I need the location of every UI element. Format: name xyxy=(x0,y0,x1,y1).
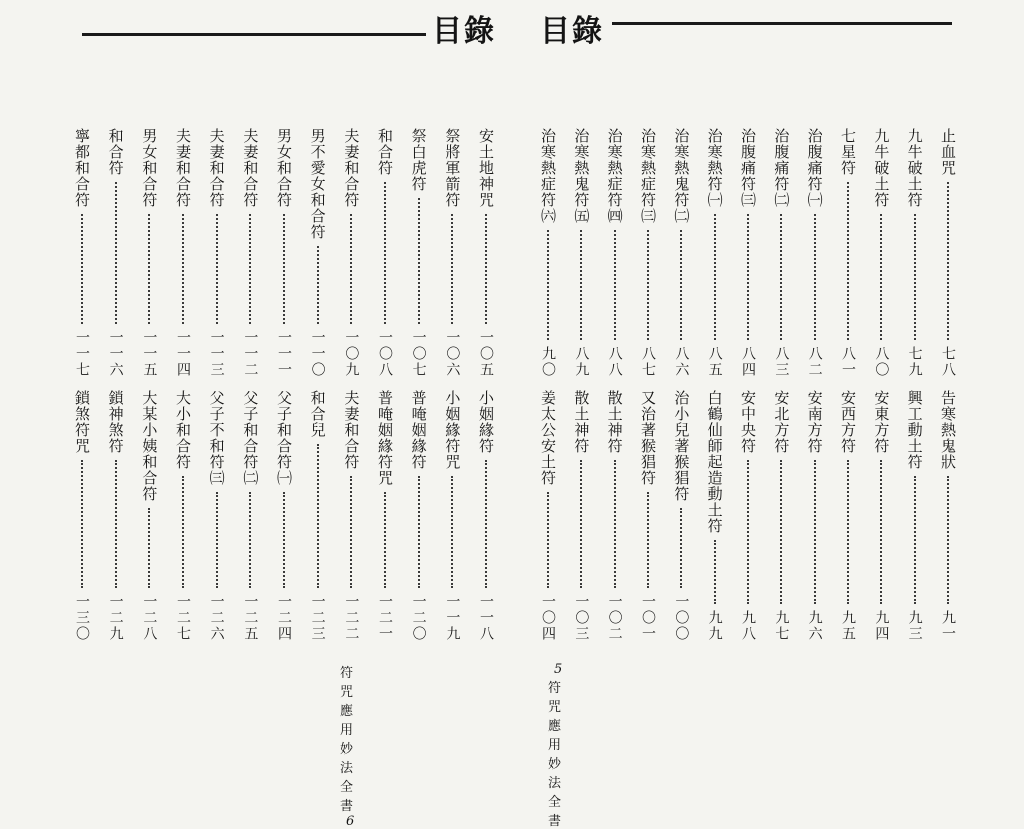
toc-entry-page: 七九 xyxy=(906,346,923,378)
toc-entry-page: 九七 xyxy=(773,610,790,642)
toc-entry[interactable] xyxy=(66,128,98,378)
toc-entry-title: 告寒熱鬼狀 xyxy=(939,390,957,470)
dotted-leader xyxy=(947,182,949,340)
toc-entry-title: 治寒熱鬼符㈤ xyxy=(572,128,591,224)
toc-entry-title: 祭白虎符 xyxy=(409,128,428,192)
toc-entry[interactable] xyxy=(865,390,897,642)
dotted-leader xyxy=(814,460,816,604)
toc-entry-title: 安南方符 xyxy=(805,390,824,454)
toc-entry[interactable] xyxy=(133,128,165,378)
toc-entry-page: 八四 xyxy=(740,346,756,378)
toc-entry-page: 一〇〇 xyxy=(673,594,690,642)
toc-entry-page: 一一四 xyxy=(175,330,191,378)
dotted-leader xyxy=(780,214,782,340)
toc-entry-page: 一二一 xyxy=(377,594,393,642)
toc-entry[interactable] xyxy=(268,390,300,642)
dotted-leader xyxy=(680,230,682,340)
toc-entry[interactable] xyxy=(436,128,468,378)
toc-entry[interactable] xyxy=(234,128,266,378)
toc-entry[interactable] xyxy=(565,128,597,378)
toc-entry-title: 男女和合符 xyxy=(275,128,293,208)
toc-entry[interactable] xyxy=(832,390,864,642)
toc-entry-page: 九五 xyxy=(840,610,856,642)
dotted-leader xyxy=(547,230,549,340)
dotted-leader xyxy=(148,508,150,588)
toc-entry[interactable] xyxy=(632,128,664,378)
toc-entry[interactable] xyxy=(335,390,367,642)
left-page-footer xyxy=(340,662,361,829)
toc-entry[interactable] xyxy=(66,390,98,642)
toc-entry[interactable] xyxy=(369,390,401,642)
toc-entry[interactable] xyxy=(100,390,132,642)
right-page-title: 目錄 xyxy=(540,14,604,49)
toc-entry[interactable] xyxy=(201,390,233,642)
dotted-leader xyxy=(580,230,582,340)
right-bottom-toc-block xyxy=(532,390,964,642)
toc-entry[interactable] xyxy=(865,128,897,378)
dotted-leader xyxy=(714,540,716,604)
toc-entry-page: 八一 xyxy=(840,346,856,378)
toc-entry-title: 夫妻和合符 xyxy=(241,128,260,208)
toc-entry-page: 八〇 xyxy=(873,346,890,378)
dotted-leader xyxy=(384,492,386,588)
toc-entry-title: 治小兒著猴猖符 xyxy=(672,390,691,502)
toc-entry-page: 一二四 xyxy=(276,594,292,642)
toc-entry[interactable] xyxy=(799,128,831,378)
right-book-title: 符咒應用妙法全書 xyxy=(548,681,563,829)
toc-entry-title: 夫妻和合符 xyxy=(342,128,361,208)
toc-entry-title: 父子和合符㈡ xyxy=(241,390,260,486)
toc-entry-title: 又治著猴猖符 xyxy=(639,390,657,486)
toc-entry[interactable] xyxy=(100,128,132,378)
toc-entry[interactable] xyxy=(470,128,502,378)
toc-entry-page: 九三 xyxy=(906,610,923,642)
toc-entry-page: 七八 xyxy=(940,346,956,378)
toc-entry-title: 夫妻和合符 xyxy=(207,128,226,208)
dotted-leader xyxy=(647,492,649,588)
toc-entry-title: 父子不和符㈢ xyxy=(207,390,226,486)
toc-entry-page: 一二五 xyxy=(242,594,259,642)
dotted-leader xyxy=(847,182,849,340)
dotted-leader xyxy=(418,198,420,324)
toc-entry-page: 一〇二 xyxy=(606,594,623,642)
toc-entry-page: 九六 xyxy=(806,610,823,642)
dotted-leader xyxy=(216,492,218,588)
toc-entry-title: 治寒熱符㈠ xyxy=(705,128,724,208)
toc-entry[interactable] xyxy=(699,390,731,642)
dotted-leader xyxy=(384,182,386,324)
toc-entry-page: 九八 xyxy=(740,610,756,642)
dotted-leader xyxy=(350,214,352,324)
toc-entry-page: 一二七 xyxy=(175,594,191,642)
toc-entry[interactable] xyxy=(932,128,964,378)
dotted-leader xyxy=(947,476,949,604)
dotted-leader xyxy=(680,508,682,588)
toc-entry-title: 安西方符 xyxy=(839,390,857,454)
toc-entry-page: 八七 xyxy=(640,346,656,378)
dotted-leader xyxy=(451,214,453,324)
dotted-leader xyxy=(485,460,487,588)
toc-entry-page: 一二九 xyxy=(107,594,124,642)
toc-entry[interactable] xyxy=(599,390,631,642)
toc-entry-title: 治寒熱症符㈣ xyxy=(605,128,624,224)
dotted-leader xyxy=(747,214,749,340)
toc-entry[interactable] xyxy=(899,390,931,642)
header-rule-left xyxy=(82,33,426,36)
right-page-number: 5 xyxy=(554,662,564,677)
toc-entry-page: 一〇九 xyxy=(343,330,360,378)
toc-entry-page: 九四 xyxy=(873,610,890,642)
toc-entry-title: 普唵姻緣符咒 xyxy=(376,390,394,486)
toc-entry[interactable] xyxy=(403,128,435,378)
toc-entry-title: 夫妻和合符 xyxy=(174,128,192,208)
toc-entry-page: 一一七 xyxy=(74,330,90,378)
toc-entry[interactable] xyxy=(403,390,435,642)
dotted-leader xyxy=(580,460,582,588)
dotted-leader xyxy=(283,492,285,588)
right-top-toc-block xyxy=(532,128,964,378)
toc-entry-page: 八二 xyxy=(806,346,823,378)
dotted-leader xyxy=(780,460,782,604)
toc-entry-title: 九牛破土符 xyxy=(872,128,891,208)
toc-entry[interactable] xyxy=(899,128,931,378)
toc-entry[interactable] xyxy=(599,128,631,378)
toc-entry-title: 治腹痛符㈠ xyxy=(805,128,824,208)
toc-entry-page: 九一 xyxy=(940,610,956,642)
dotted-leader xyxy=(283,214,285,324)
toc-entry-page: 一三〇 xyxy=(74,594,90,642)
toc-entry-title: 父子和合符㈠ xyxy=(275,390,293,486)
dotted-leader xyxy=(485,214,487,324)
toc-entry-title: 治寒熱症符㈢ xyxy=(639,128,657,224)
toc-entry[interactable] xyxy=(470,390,502,642)
dotted-leader xyxy=(81,214,83,324)
toc-entry-page: 八六 xyxy=(673,346,690,378)
toc-entry[interactable] xyxy=(799,390,831,642)
toc-entry[interactable] xyxy=(732,128,764,378)
dotted-leader xyxy=(614,230,616,340)
toc-entry[interactable] xyxy=(732,390,764,642)
toc-entry-page: 一〇四 xyxy=(540,594,556,642)
toc-entry-page: 一一〇 xyxy=(309,330,326,378)
dotted-leader xyxy=(249,492,251,588)
toc-entry[interactable] xyxy=(302,390,334,642)
toc-entry[interactable] xyxy=(268,128,300,378)
toc-entry-title: 男不愛女和合符 xyxy=(308,128,327,240)
toc-entry-title: 安土地神咒 xyxy=(477,128,495,208)
toc-entry-page: 一二八 xyxy=(141,594,158,642)
toc-entry-title: 夫妻和合符 xyxy=(342,390,361,470)
toc-entry[interactable] xyxy=(665,390,697,642)
toc-entry[interactable] xyxy=(765,128,797,378)
dotted-leader xyxy=(249,214,251,324)
dotted-leader xyxy=(814,214,816,340)
toc-entry-title: 九牛破土符 xyxy=(905,128,924,208)
toc-entry-page: 八八 xyxy=(606,346,623,378)
dotted-leader xyxy=(914,476,916,604)
toc-entry-page: 八五 xyxy=(706,346,723,378)
toc-entry-title: 七星符 xyxy=(839,128,857,176)
toc-entry[interactable] xyxy=(699,128,731,378)
toc-entry-title: 安東方符 xyxy=(872,390,891,454)
toc-entry-page: 八九 xyxy=(573,346,590,378)
dotted-leader xyxy=(714,214,716,340)
toc-entry[interactable] xyxy=(369,128,401,378)
toc-entry-page: 九九 xyxy=(706,610,723,642)
left-page-number: 6 xyxy=(346,814,356,829)
toc-entry-title: 大小和合符 xyxy=(174,390,192,470)
toc-entry-title: 大某小姨和合符 xyxy=(140,390,159,502)
dotted-leader xyxy=(115,460,117,588)
toc-entry-page: 一〇五 xyxy=(478,330,494,378)
toc-entry-page: 一〇八 xyxy=(377,330,393,378)
dotted-leader xyxy=(350,476,352,588)
dotted-leader xyxy=(614,460,616,588)
right-page-footer xyxy=(548,662,569,829)
toc-entry[interactable] xyxy=(167,390,199,642)
toc-entry-title: 治腹痛符㈢ xyxy=(739,128,757,208)
left-bottom-toc-block xyxy=(66,390,502,642)
left-page-title: 目錄 xyxy=(432,14,496,49)
toc-entry-page: 一〇一 xyxy=(640,594,656,642)
toc-entry-title: 治寒熱症符㈥ xyxy=(539,128,557,224)
dotted-leader xyxy=(317,246,319,324)
dotted-leader xyxy=(880,214,882,340)
toc-entry[interactable] xyxy=(201,128,233,378)
dotted-leader xyxy=(747,460,749,604)
toc-entry[interactable] xyxy=(532,128,564,378)
toc-entry-title: 安北方符 xyxy=(772,390,791,454)
toc-entry[interactable] xyxy=(234,390,266,642)
toc-entry-title: 小姻緣符 xyxy=(477,390,495,454)
toc-entry-title: 散土神符 xyxy=(605,390,624,454)
toc-entry-page: 一〇七 xyxy=(410,330,427,378)
toc-entry[interactable] xyxy=(632,390,664,642)
toc-entry-title: 鎖神煞符 xyxy=(106,390,125,454)
toc-entry[interactable] xyxy=(932,390,964,642)
toc-entry-page: 一二三 xyxy=(309,594,326,642)
dotted-leader xyxy=(451,476,453,588)
toc-entry-page: 一一八 xyxy=(478,594,494,642)
toc-entry-page: 一一六 xyxy=(107,330,124,378)
dotted-leader xyxy=(647,230,649,340)
toc-entry-page: 一一三 xyxy=(208,330,225,378)
dotted-leader xyxy=(418,476,420,588)
toc-entry[interactable] xyxy=(665,128,697,378)
toc-entry[interactable] xyxy=(167,128,199,378)
toc-entry-page: 一〇三 xyxy=(573,594,590,642)
dotted-leader xyxy=(547,492,549,588)
toc-entry-title: 治腹痛符㈡ xyxy=(772,128,791,208)
toc-entry-title: 和合兒 xyxy=(308,390,327,438)
toc-entry-title: 小姻緣符咒 xyxy=(443,390,462,470)
toc-entry[interactable] xyxy=(133,390,165,642)
toc-entry-title: 男女和合符 xyxy=(140,128,159,208)
dotted-leader xyxy=(216,214,218,324)
dotted-leader xyxy=(914,214,916,340)
toc-entry-page: 一二二 xyxy=(343,594,360,642)
toc-entry-title: 姜太公安土符 xyxy=(539,390,557,486)
toc-entry-title: 鎖煞符咒 xyxy=(73,390,91,454)
toc-entry-title: 和合符 xyxy=(106,128,125,176)
toc-entry-title: 治寒熱鬼符㈡ xyxy=(672,128,691,224)
toc-entry-title: 普唵姻緣符 xyxy=(409,390,428,470)
toc-entry-title: 興工動土符 xyxy=(905,390,924,470)
toc-entry-page: 一一一 xyxy=(276,330,292,378)
toc-entry[interactable] xyxy=(832,128,864,378)
toc-entry[interactable] xyxy=(436,390,468,642)
toc-entry-title: 寧都和合符 xyxy=(73,128,91,208)
toc-entry-page: 八三 xyxy=(773,346,790,378)
toc-entry-page: 一一九 xyxy=(444,594,461,642)
toc-entry-title: 祭將軍箭符 xyxy=(443,128,462,208)
toc-entry-title: 和合符 xyxy=(376,128,394,176)
dotted-leader xyxy=(115,182,117,324)
header-rule-right xyxy=(612,22,952,25)
dotted-leader xyxy=(148,214,150,324)
toc-entry-page: 一一二 xyxy=(242,330,259,378)
toc-entry-page: 一二〇 xyxy=(410,594,427,642)
dotted-leader xyxy=(847,460,849,604)
toc-entry-page: 一〇六 xyxy=(444,330,461,378)
left-top-toc-block xyxy=(66,128,502,378)
toc-entry-page: 一一五 xyxy=(141,330,158,378)
dotted-leader xyxy=(182,214,184,324)
toc-entry[interactable] xyxy=(335,128,367,378)
toc-entry[interactable] xyxy=(302,128,334,378)
dotted-leader xyxy=(880,460,882,604)
left-book-title: 符咒應用妙法全書 xyxy=(340,666,355,814)
toc-entry[interactable] xyxy=(565,390,597,642)
toc-entry-title: 安中央符 xyxy=(739,390,757,454)
toc-entry-title: 散土神符 xyxy=(572,390,591,454)
toc-entry[interactable] xyxy=(532,390,564,642)
toc-entry-title: 止血咒 xyxy=(939,128,957,176)
dotted-leader xyxy=(317,444,319,588)
dotted-leader xyxy=(81,460,83,588)
dotted-leader xyxy=(182,476,184,588)
toc-entry-page: 一二六 xyxy=(208,594,225,642)
toc-entry-title: 白鶴仙師起造動土符 xyxy=(705,390,724,534)
toc-entry-page: 九〇 xyxy=(540,346,556,378)
toc-entry[interactable] xyxy=(765,390,797,642)
